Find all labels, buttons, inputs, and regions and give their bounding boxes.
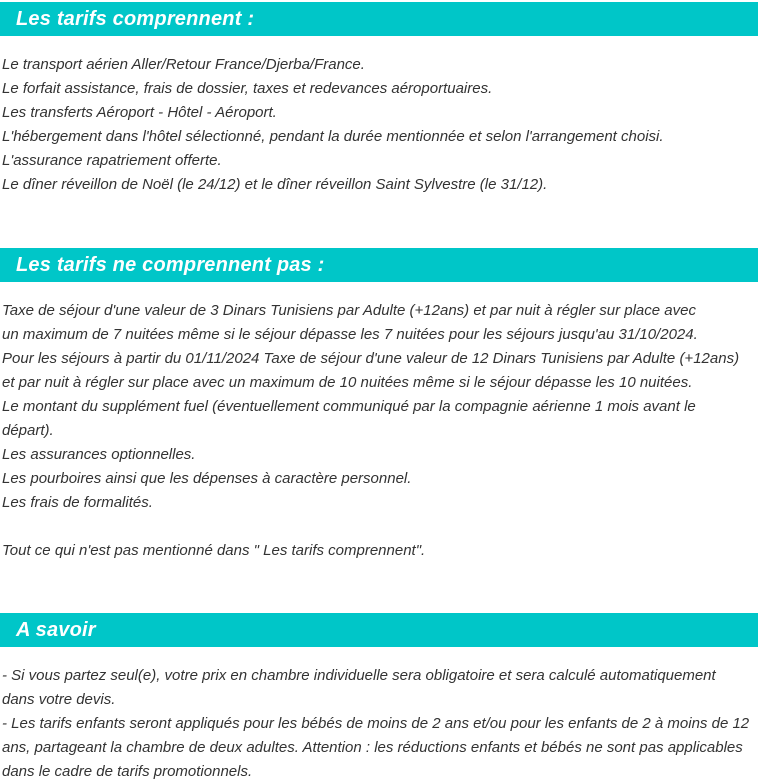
section-tarifs-ne-comprennent-pas xyxy=(0,248,758,563)
section-title: Les tarifs ne comprennent pas : xyxy=(16,253,325,276)
section-body xyxy=(0,647,758,784)
text-line: Les pourboires ainsi que les dépenses à caractère personnel. xyxy=(2,470,412,487)
section-header-tarifs-comprennent xyxy=(0,2,758,36)
text-line: Tout ce qui n'est pas mentionné dans " Les tarifs comprennent". xyxy=(2,542,426,559)
text-line: Les assurances optionnelles. xyxy=(2,446,196,463)
section-title: Les tarifs comprennent : xyxy=(16,7,255,30)
text-line: un maximum de 7 nuitées même si le séjour dépasse les 7 nuitées pour les séjours jusqu'au 31/10/2024. xyxy=(2,326,698,343)
section-body xyxy=(0,282,758,563)
section-tarifs-comprennent xyxy=(0,2,758,197)
section-body xyxy=(0,36,758,197)
text-line: Le forfait assistance, frais de dossier, taxes et redevances aéroportuaires. xyxy=(2,80,493,97)
text-line: Les transferts Aéroport - Hôtel - Aéroport. xyxy=(2,104,277,121)
text-paragraph: - Les tarifs enfants seront appliqués pour les bébés de moins de 2 ans et/ou pour les enfants de 2 à moins de 12 ans, partageant la chambre de deux adultes. Attention : les réductions enfants et bébés ne sont pas applicables dans le cadre de tarifs promotionnels. xyxy=(2,715,750,780)
section-header-a-savoir xyxy=(0,613,758,647)
section-title: A savoir xyxy=(16,618,96,641)
text-line: Le transport aérien Aller/Retour France/Djerba/France. xyxy=(2,56,365,73)
text-line: Le dîner réveillon de Noël (le 24/12) et le dîner réveillon Saint Sylvestre (le 31/12). xyxy=(2,176,548,193)
section-header-tarifs-ne-comprennent-pas xyxy=(0,248,758,282)
text-line: Les frais de formalités. xyxy=(2,494,153,511)
text-line: Pour les séjours à partir du 01/11/2024 Taxe de séjour d'une valeur de 12 Dinars Tunisiens par Adulte (+12ans) xyxy=(2,350,740,367)
text-paragraph: - Si vous partez seul(e), votre prix en chambre individuelle sera obligatoire et sera calculé automatiquement dans votre devis. xyxy=(2,667,716,708)
text-line: Le montant du supplément fuel (éventuellement communiqué par la compagnie aérienne 1 mois avant le départ). xyxy=(2,398,696,439)
section-a-savoir xyxy=(0,613,758,784)
text-line: Taxe de séjour d'une valeur de 3 Dinars Tunisiens par Adulte (+12ans) et par nuit à régler sur place avec xyxy=(2,302,696,319)
text-line: L'assurance rapatriement offerte. xyxy=(2,152,222,169)
text-line: et par nuit à régler sur place avec un maximum de 10 nuitées même si le séjour dépasse les 10 nuitées. xyxy=(2,374,693,391)
text-line: L'hébergement dans l'hôtel sélectionné, pendant la durée mentionnée et selon l'arrangement choisi. xyxy=(2,128,664,145)
